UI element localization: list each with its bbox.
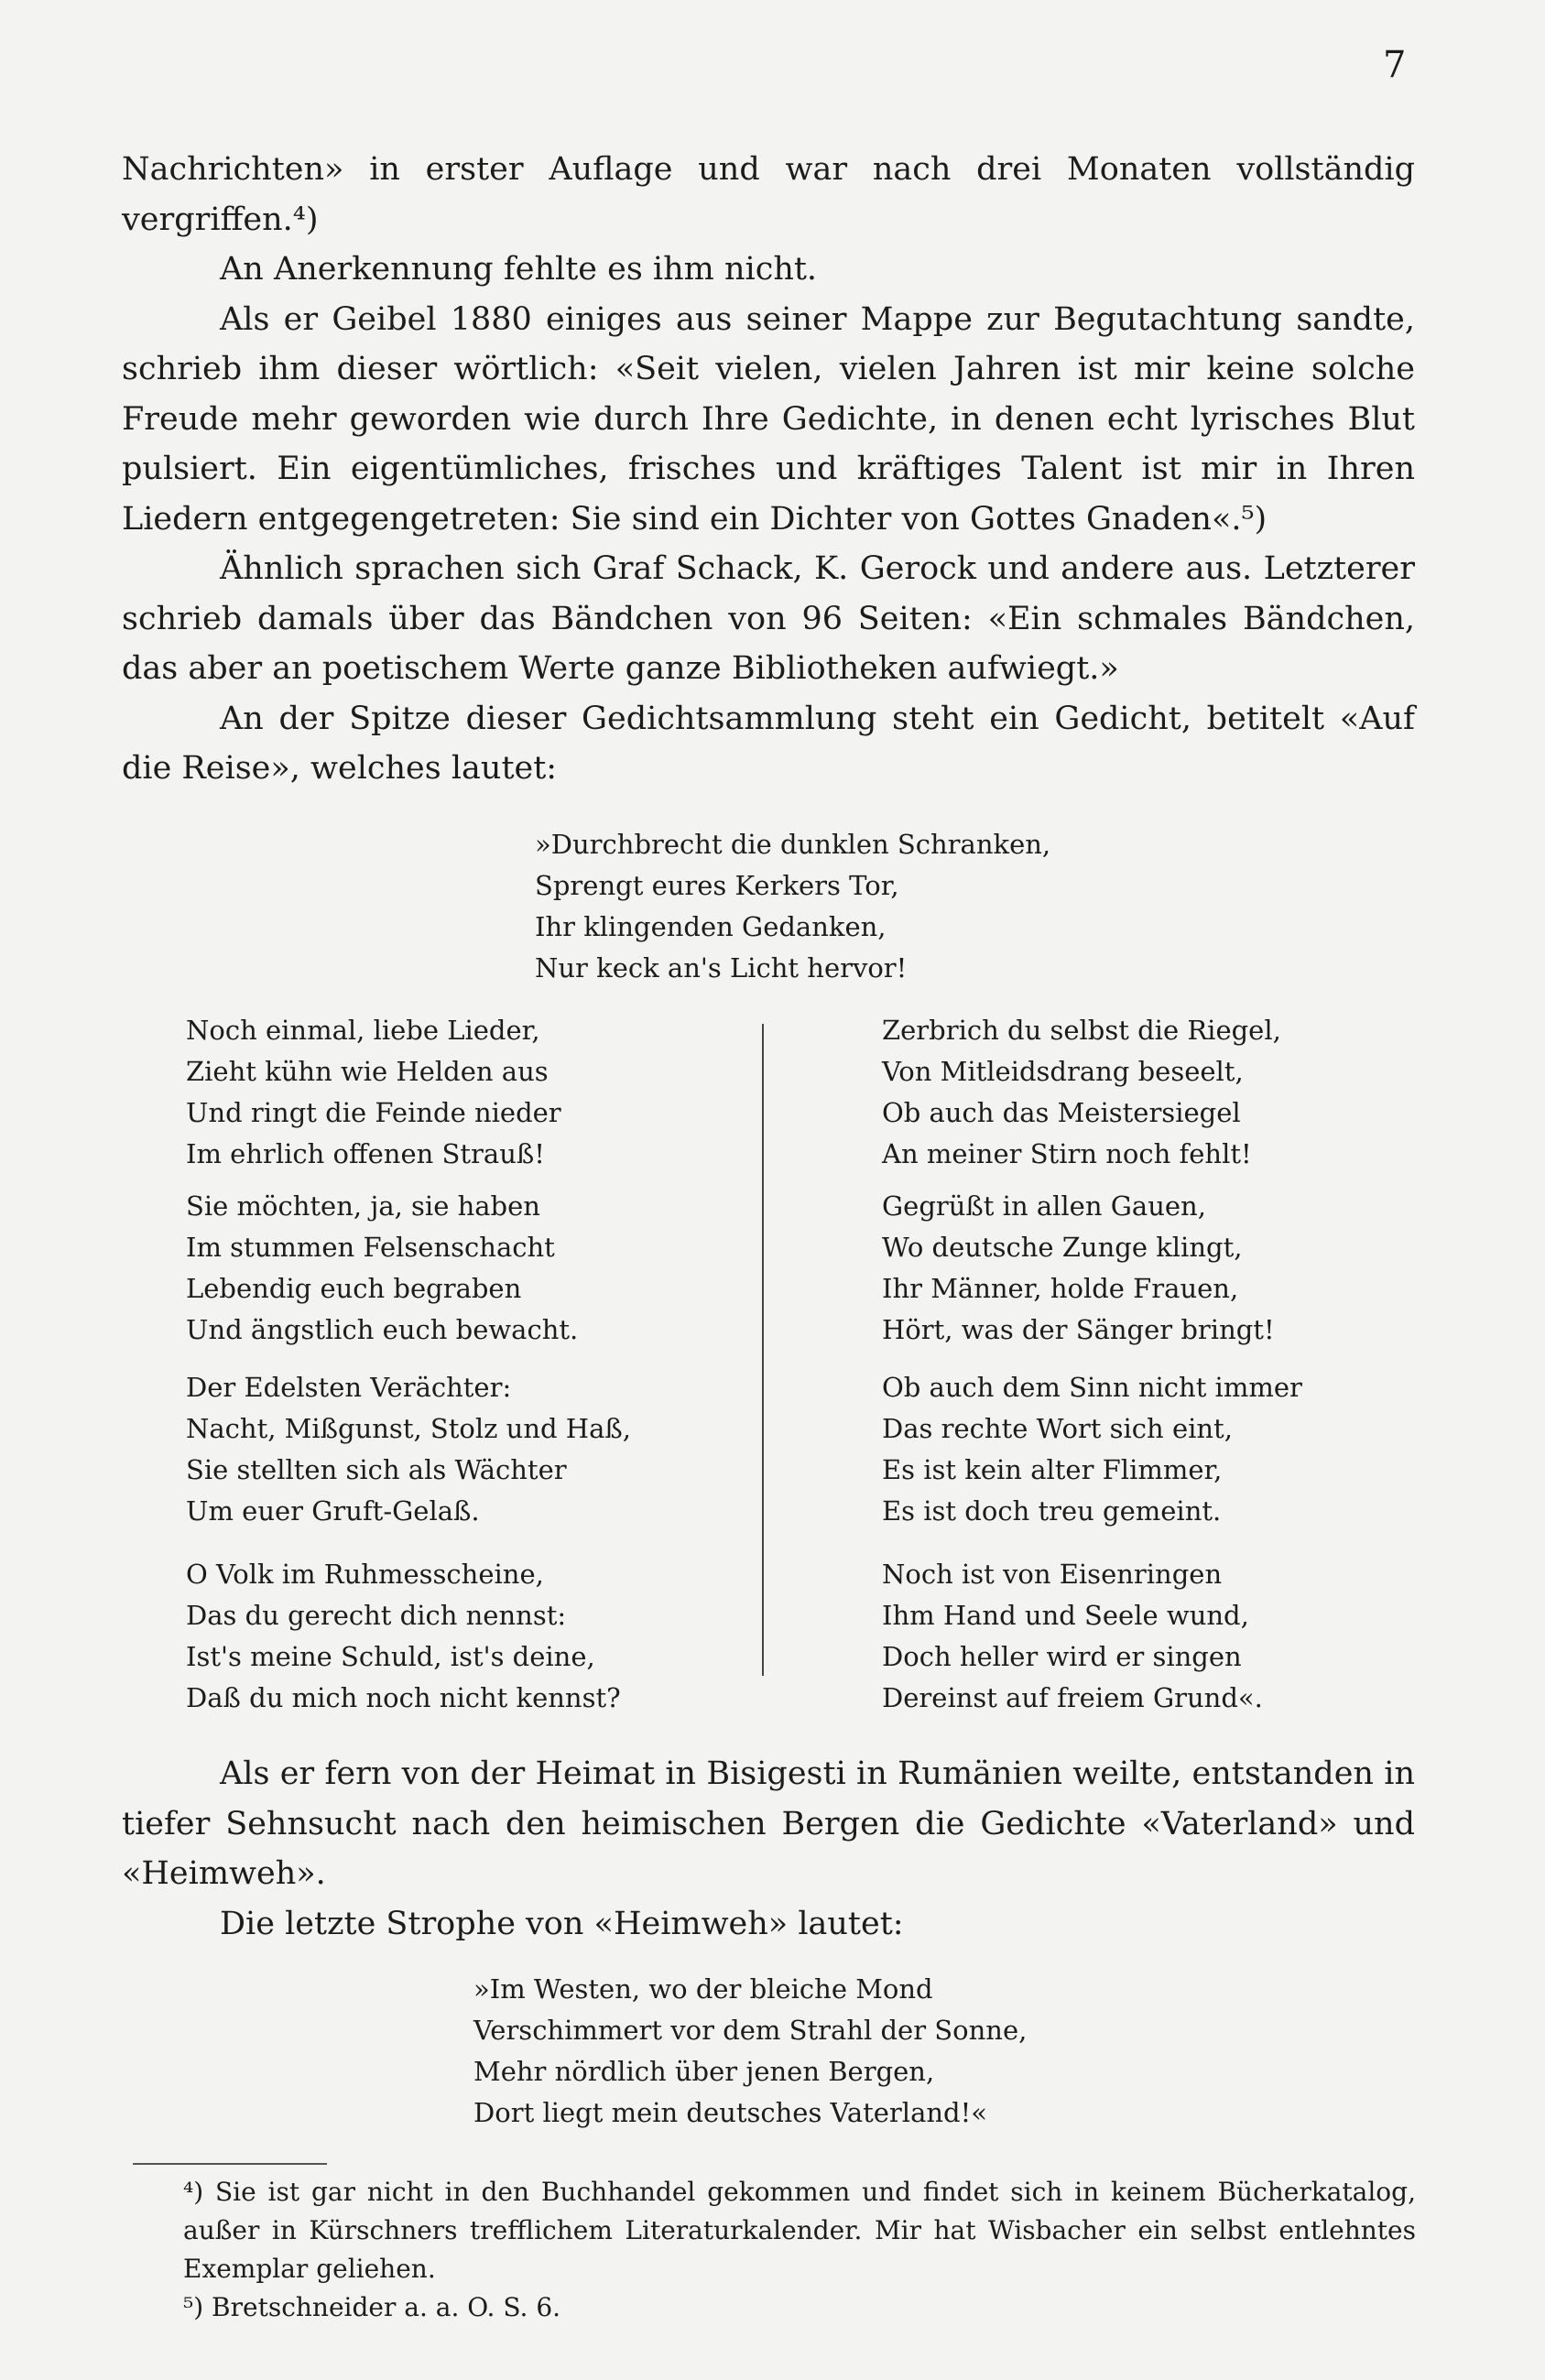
verse-line: Sie möchten, ja, sie haben <box>186 1190 540 1222</box>
verse-line: Hört, was der Sänger bringt! <box>882 1314 1275 1345</box>
verse-line: Es ist kein alter Flimmer, <box>882 1454 1223 1485</box>
paragraph-6: Als er fern von der Heimat in Bisigesti in Rumänien weilte, entstanden in tiefer Sehnsucht nach den heimischen Bergen die Gedichte «Vaterland» und «Heimweh». <box>122 1755 1415 1892</box>
prose-top <box>122 145 1415 794</box>
verse-line: »Im Westen, wo der bleiche Mond <box>473 1973 933 2005</box>
intro-verse <box>535 824 1050 989</box>
paragraph-5: An der Spitze dieser Gedichtsammlung steht ein Gedicht, betitelt «Auf die Reise», welches lautet: <box>122 700 1415 787</box>
verse-line: Noch einmal, liebe Lieder, <box>186 1015 540 1046</box>
verse-line: Der Edelsten Verächter: <box>186 1372 512 1403</box>
right-stanza-3 <box>882 1367 1302 1532</box>
verse-line: Und ängstlich euch bewacht. <box>186 1314 579 1345</box>
prose-bottom <box>122 1749 1415 1949</box>
verse-line: »Durchbrecht die dunklen Schranken, <box>535 829 1051 860</box>
verse-line: Verschimmert vor dem Strahl der Sonne, <box>473 2015 1028 2046</box>
footnotes <box>183 2173 1416 2327</box>
verse-line: Es ist doch treu gemeint. <box>882 1495 1222 1527</box>
verse-line: Und ringt die Feinde nieder <box>186 1097 561 1128</box>
paragraph-3: Als er Geibel 1880 einiges aus seiner Mappe zur Begutachtung sandte, schrieb ihm dieser wörtlich: «Seit vielen, vielen Jahren ist mir keine solche Freude mehr geworden wie durch Ihre Gedichte, in denen echt lyrisches Blut pulsiert. Ein eigentümliches, frisches und kräftiges Talent ist mir in Ihren Liedern entgegengetreten: Sie sind ein Dichter von Gottes Gnaden«.⁵) <box>122 300 1415 538</box>
verse-line: Sie stellten sich als Wächter <box>186 1454 567 1485</box>
verse-line: Von Mitleidsdrang beseelt, <box>882 1056 1244 1087</box>
left-stanza-4 <box>186 1554 621 1719</box>
footnote-4: ⁴) Sie ist gar nicht in den Buchhandel gekommen und findet sich in keinem Bücherkatalog, außer in Kürschners trefflichem Literaturkalender. Mir hat Wisbacher ein selbst entlehntes Exemplar geliehen. <box>183 2177 1416 2284</box>
footnote-rule <box>133 2163 327 2165</box>
verse-line: Nacht, Mißgunst, Stolz und Haß, <box>186 1413 631 1444</box>
verse-line: Lebendig euch begraben <box>186 1273 522 1304</box>
left-stanza-1 <box>186 1010 561 1175</box>
verse-line: Ob auch das Meistersiegel <box>882 1097 1241 1128</box>
verse-line: Im stummen Felsenschacht <box>186 1232 555 1263</box>
left-stanza-2 <box>186 1186 578 1351</box>
verse-line: An meiner Stirn noch fehlt! <box>882 1138 1252 1169</box>
right-stanza-4 <box>882 1554 1263 1719</box>
verse-line: Dort liegt mein deutsches Vaterland!« <box>473 2097 987 2128</box>
verse-line: Im ehrlich offenen Strauß! <box>186 1138 545 1169</box>
footnote-5: ⁵) Bretschneider a. a. O. S. 6. <box>183 2292 561 2322</box>
verse-line: O Volk im Ruhmesscheine, <box>186 1559 544 1590</box>
verse-line: Zerbrich du selbst die Riegel, <box>882 1015 1281 1046</box>
verse-line: Ihr klingenden Gedanken, <box>535 911 887 942</box>
verse-line: Ihr Männer, holde Frauen, <box>882 1273 1239 1304</box>
verse-line: Zieht kühn wie Helden aus <box>186 1056 549 1087</box>
column-divider <box>762 1024 764 1676</box>
verse-line: Noch ist von Eisenringen <box>882 1559 1223 1590</box>
verse-line: Gegrüßt in allen Gauen, <box>882 1190 1206 1222</box>
paragraph-1: Nachrichten» in erster Auflage und war nach drei Monaten vollständig vergriffen.⁴) <box>122 151 1415 238</box>
right-stanza-2 <box>882 1186 1275 1351</box>
page-number: 7 <box>1383 44 1407 86</box>
verse-line: Sprengt eures Kerkers Tor, <box>535 870 899 901</box>
verse-line: Das rechte Wort sich eint, <box>882 1413 1233 1444</box>
paragraph-2: An Anerkennung fehlte es ihm nicht. <box>220 251 818 288</box>
paragraph-7: Die letzte Strophe von «Heimweh» lautet: <box>220 1905 904 1942</box>
closing-verse <box>473 1969 1027 2134</box>
verse-line: Mehr nördlich über jenen Bergen, <box>473 2056 935 2087</box>
verse-line: Ihm Hand und Seele wund, <box>882 1600 1249 1631</box>
verse-line: Doch heller wird er singen <box>882 1641 1242 1672</box>
verse-line: Um euer Gruft-Gelaß. <box>186 1495 480 1527</box>
verse-line: Ob auch dem Sinn nicht immer <box>882 1372 1302 1403</box>
verse-line: Nur keck an's Licht hervor! <box>535 952 908 984</box>
verse-line: Das du gerecht dich nennst: <box>186 1600 567 1631</box>
verse-line: Dereinst auf freiem Grund«. <box>882 1682 1263 1713</box>
verse-line: Wo deutsche Zunge klingt, <box>882 1232 1243 1263</box>
verse-line: Daß du mich noch nicht kennst? <box>186 1682 621 1713</box>
verse-line: Ist's meine Schuld, ist's deine, <box>186 1641 595 1672</box>
left-stanza-3 <box>186 1367 631 1532</box>
right-stanza-1 <box>882 1010 1281 1175</box>
paragraph-4: Ähnlich sprachen sich Graf Schack, K. Gerock und andere aus. Letzterer schrieb damals über das Bändchen von 96 Seiten: «Ein schmales Bändchen, das aber an poetischem Werte ganze Bibliotheken aufwiegt.» <box>122 550 1415 687</box>
